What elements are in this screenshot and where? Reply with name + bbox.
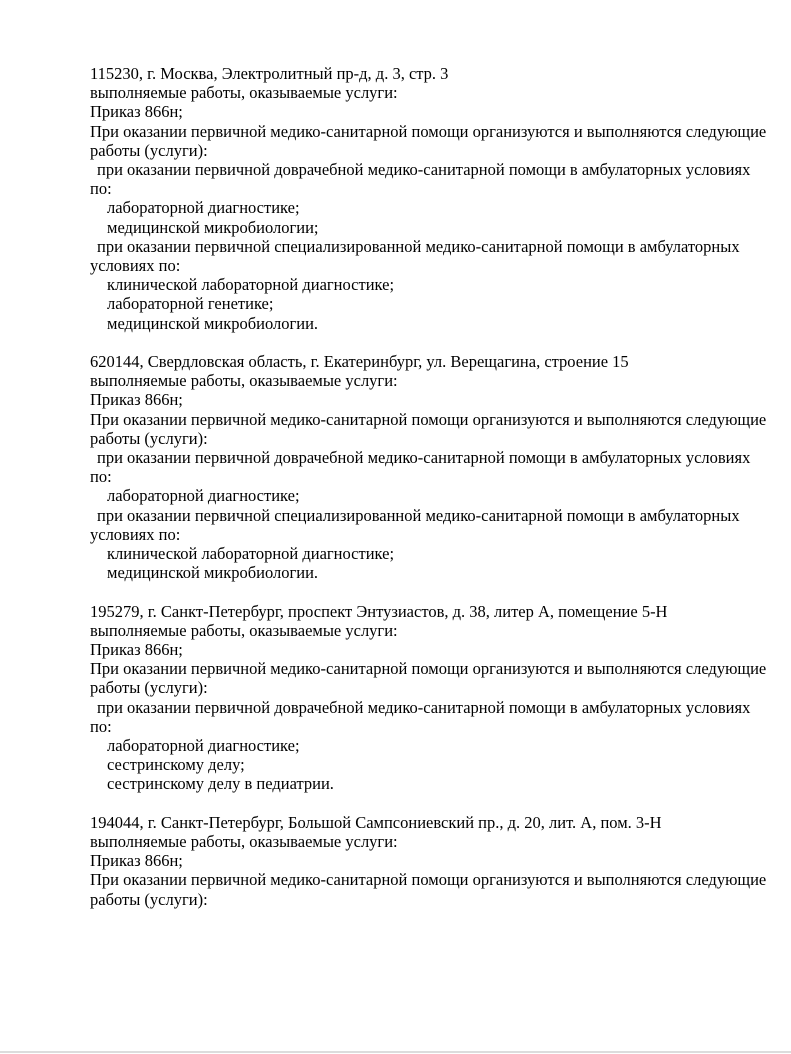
section-text-line: выполняемые работы, оказываемые услуги: — [90, 83, 398, 103]
section-text-line: лабораторной диагностике; — [107, 198, 300, 218]
section-text-line: При оказании первичной медико-санитарной помощи организуются и выполняются следующие — [90, 659, 767, 679]
section-address: 194044, г. Санкт-Петербург, Большой Сампсониевский пр., д. 20, лит. А, пом. 3-Н — [90, 812, 662, 832]
section-text-line: по: — [90, 716, 112, 736]
section-text-line: медицинской микробиологии. — [107, 313, 319, 333]
section-text-line: Приказ 866н; — [90, 102, 183, 122]
section-text-line: выполняемые работы, оказываемые услуги: — [90, 371, 398, 391]
section-text-line: При оказании первичной медико-санитарной помощи организуются и выполняются следующие — [90, 409, 767, 429]
section-text-line: сестринскому делу; — [107, 755, 245, 775]
section-address: 195279, г. Санкт-Петербург, проспект Энтузиастов, д. 38, литер А, помещение 5-Н — [90, 601, 668, 621]
license-section — [90, 64, 767, 333]
section-text-line: медицинской микробиологии; — [107, 217, 319, 237]
section-text-line: работы (услуги): — [90, 889, 208, 909]
section-text-line: клинической лабораторной диагностике; — [107, 544, 395, 564]
section-text-line: при оказании первичной доврачебной медико-санитарной помощи в амбулаторных условиях — [97, 160, 751, 180]
section-text-line: работы (услуги): — [90, 428, 208, 448]
section-text-line: лабораторной генетике; — [107, 294, 274, 314]
section-text-line: Приказ 866н; — [90, 851, 183, 871]
section-text-line: условиях по: — [90, 524, 181, 544]
section-text-line: при оказании первичной специализированной медико-санитарной помощи в амбулаторных — [97, 505, 740, 525]
section-text-line: по: — [90, 467, 112, 487]
section-text-line: выполняемые работы, оказываемые услуги: — [90, 832, 398, 852]
section-text-line: при оказании первичной доврачебной медико-санитарной помощи в амбулаторных условиях — [97, 697, 751, 717]
section-text-line: сестринскому делу в педиатрии. — [107, 774, 334, 794]
section-text-line: Приказ 866н; — [90, 640, 183, 660]
license-section — [90, 812, 767, 909]
license-section — [90, 601, 767, 794]
section-text-line: Приказ 866н; — [90, 390, 183, 410]
section-text-line: условиях по: — [90, 256, 181, 276]
section-text-line: клинической лабораторной диагностике; — [107, 275, 395, 295]
section-address: 115230, г. Москва, Электролитный пр-д, д. 3, стр. 3 — [90, 64, 449, 83]
section-address: 620144, Свердловская область, г. Екатеринбург, ул. Верещагина, строение 15 — [90, 352, 629, 372]
section-text-line: медицинской микробиологии. — [107, 563, 319, 583]
section-text-line: лабораторной диагностике; — [107, 736, 300, 756]
section-text-line: работы (услуги): — [90, 678, 208, 698]
section-text-line: по: — [90, 179, 112, 199]
section-text-line: работы (услуги): — [90, 140, 208, 160]
section-text-line: При оказании первичной медико-санитарной помощи организуются и выполняются следующие — [90, 121, 767, 141]
section-text-line: при оказании первичной специализированной медико-санитарной помощи в амбулаторных — [97, 236, 740, 256]
section-text-line: при оказании первичной доврачебной медико-санитарной помощи в амбулаторных условиях — [97, 448, 751, 468]
document-body — [90, 64, 767, 928]
section-text-line: выполняемые работы, оказываемые услуги: — [90, 620, 398, 640]
horizontal-scrollbar[interactable] — [0, 1051, 791, 1053]
license-section — [90, 352, 767, 583]
section-text-line: лабораторной диагностике; — [107, 486, 300, 506]
section-text-line: При оказании первичной медико-санитарной помощи организуются и выполняются следующие — [90, 870, 767, 890]
